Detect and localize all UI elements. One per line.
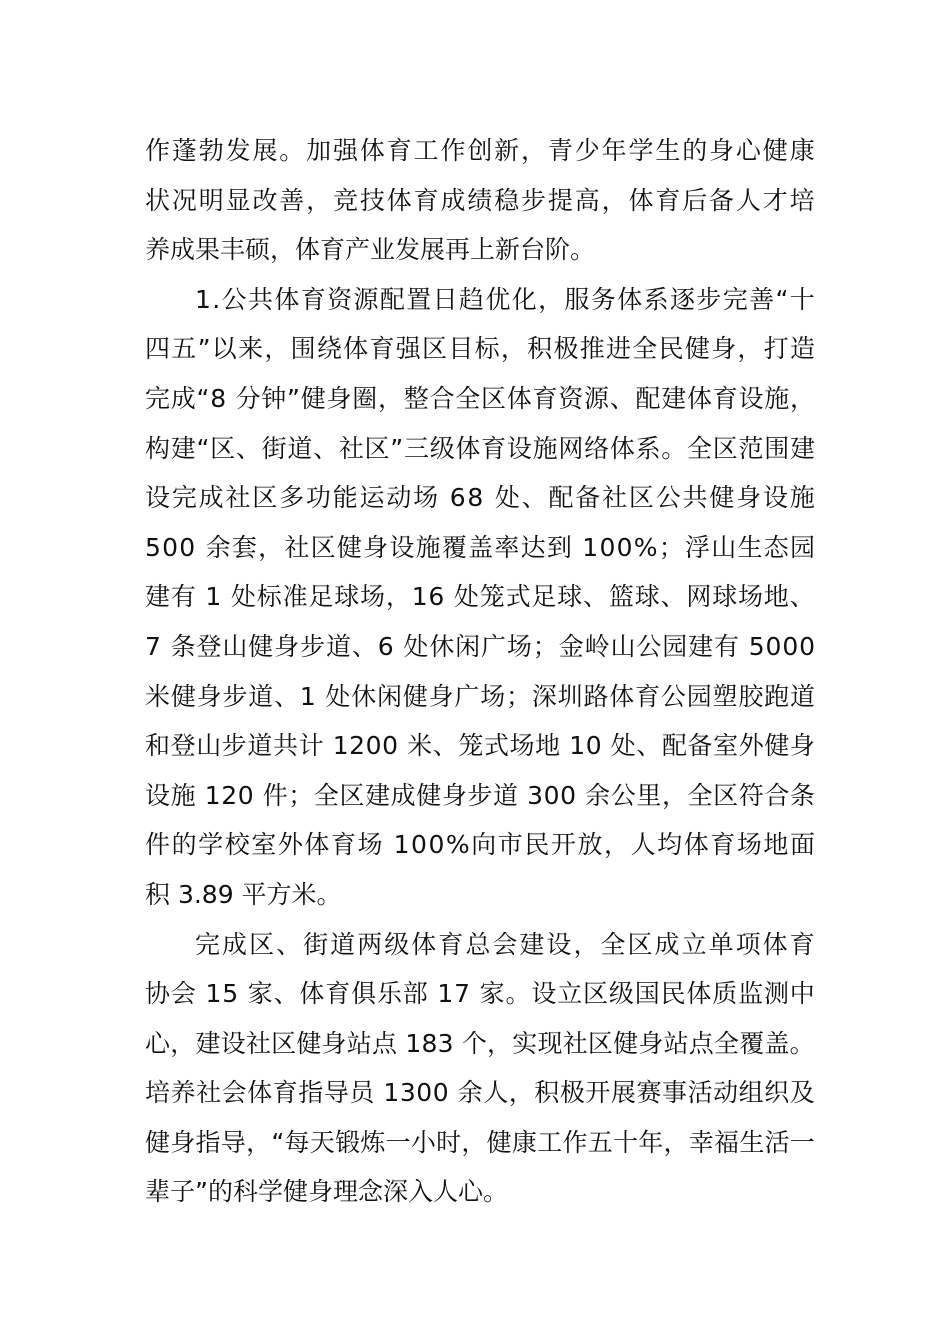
text-line: 状 况 明 显 改 善 ， 竞 技 体 育 成 绩 稳 步 提 高 ， 体 育 后 备 人 才 培	[145, 185, 815, 215]
text-line: 养成果丰硕，体育产业发展再上新台阶。	[145, 235, 596, 265]
text-line: 积 3.89 平方米。	[145, 879, 342, 909]
text-line: 和 登 山 步 道 共 计 1 2 0 0 米 、 笼 式 场 地 1 0 处 、 配 备 室 外 健 身	[145, 731, 815, 761]
text-line: 协 会 1 5 家 、 体 育 俱 乐 部 1 7 家 。 设 立 区 级 国 民 体 质 监 测 中	[145, 979, 815, 1009]
text-line: 四 五 ” 以 来 ， 围 绕 体 育 强 区 目 标 ， 积 极 推 进 全 民 健 身 ， 打 造	[145, 334, 815, 364]
text-line: 心 ， 建 设 社 区 健 身 站 点 1 8 3 个 ， 实 现 社 区 健 身 站 点 全 覆 盖 。	[145, 1028, 815, 1058]
text-line: 构 建 “ 区 、 街 道 、 社 区 ” 三 级 体 育 设 施 网 络 体 系 。 全 区 范 围 建	[145, 433, 815, 463]
text-line: 作 蓬 勃 发 展 。 加 强 体 育 工 作 创 新 ， 青 少 年 学 生 的 身 心 健 康	[145, 136, 815, 165]
text-line: 7 条 登 山 健 身 步 道 、 6 处 休 闲 广 场 ； 金 岭 山 公 园 建 有 5 0 0 0	[145, 631, 815, 661]
text-line: 完 成 “ 8 分 钟 ” 健 身 圈 ， 整 合 全 区 体 育 资 源 、 配 建 体 育 设 施 ，	[145, 383, 815, 413]
section-heading-line: 1 . 公 共 体 育 资 源 配 置 日 趋 优 化 ， 服 务 体 系 逐 步 完 善 “ 十	[195, 284, 815, 314]
text-line: 健 身 指 导 ， “ 每 天 锻 炼 一 小 时 ， 健 康 工 作 五 十 年 ， 幸 福 生 活 一	[145, 1127, 815, 1157]
paragraph-start-line: 完 成 区 、 街 道 两 级 体 育 总 会 建 设 ， 全 区 成 立 单 项 体 育	[195, 929, 815, 959]
text-line: 设 施 1 2 0 件 ； 全 区 建 成 健 身 步 道 3 0 0 余 公 里 ， 全 区 符 合 条	[145, 780, 815, 810]
text-line: 件 的 学 校 室 外 体 育 场 1 0 0 % 向 市 民 开 放 ， 人 均 体 育 场 地 面	[145, 830, 815, 860]
text-line: 米 健 身 步 道 、 1 处 休 闲 健 身 广 场 ； 深 圳 路 体 育 公 园 塑 胶 跑 道	[145, 681, 815, 711]
text-line: 辈子”的科学健身理念深入人心。	[145, 1177, 508, 1207]
text-line: 建 有 1 处 标 准 足 球 场 ， 1 6 处 笼 式 足 球 、 篮 球 、 网 球 场 地 、	[145, 582, 815, 612]
text-line: 设 完 成 社 区 多 功 能 运 动 场 6 8 处 、 配 备 社 区 公 共 健 身 设 施	[145, 483, 815, 513]
body-text	[145, 126, 815, 1217]
text-line: 5 0 0 余 套 ， 社 区 健 身 设 施 覆 盖 率 达 到 1 0 0 % ； 浮 山 生 态 园	[145, 532, 815, 562]
text-line: 培 养 社 会 体 育 指 导 员 1 3 0 0 余 人 ， 积 极 开 展 赛 事 活 动 组 织 及	[145, 1078, 815, 1108]
